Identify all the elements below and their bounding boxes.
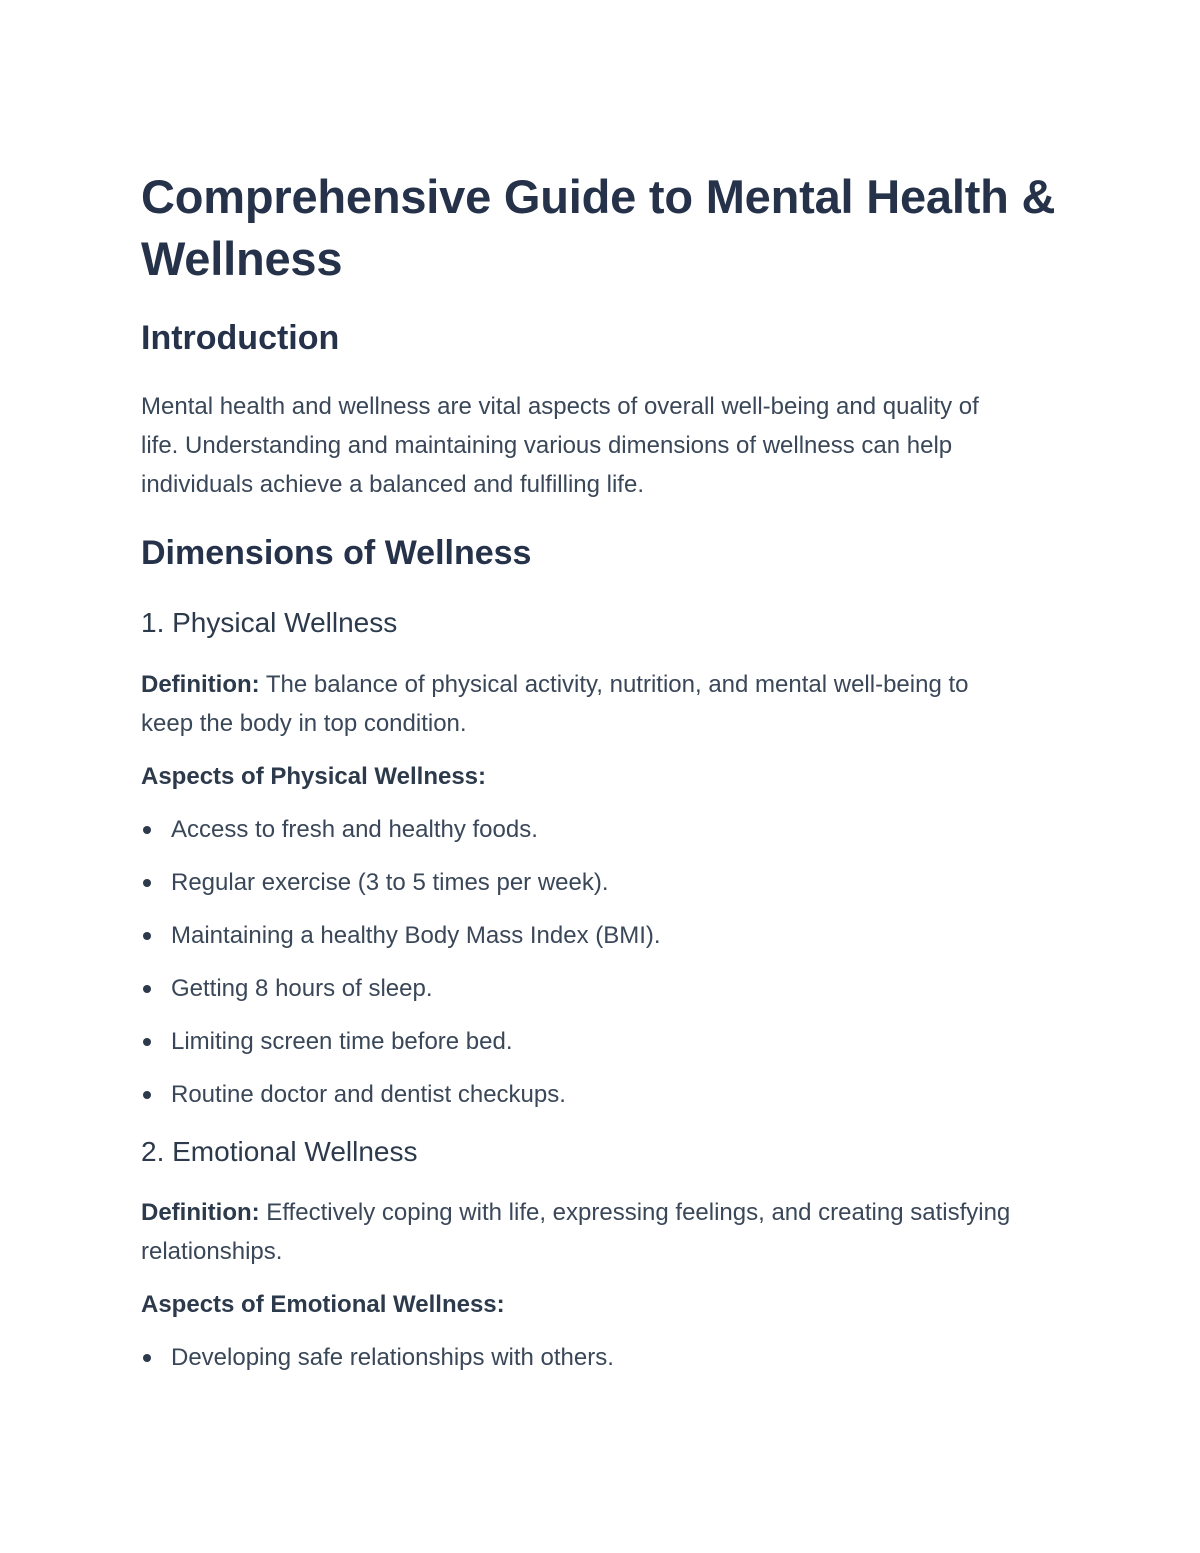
physical-definition-label: Definition:: [141, 671, 260, 698]
bullet-icon: [143, 879, 151, 887]
physical-definition-text: The balance of physical activity, nutrition, and mental well-being to keep the body in top condition.: [141, 671, 969, 737]
list-item: [141, 921, 1021, 974]
list-item-text: Limiting screen time before bed.: [171, 1028, 513, 1055]
emotional-aspects-list: [141, 1343, 1021, 1396]
list-item-text: Maintaining a healthy Body Mass Index (BMI).: [171, 922, 661, 949]
list-item-text: Access to fresh and healthy foods.: [171, 816, 538, 843]
physical-aspects-list: [141, 815, 1021, 1133]
bullet-icon: [143, 826, 151, 834]
emotional-wellness-heading: 2. Emotional Wellness: [141, 1136, 418, 1167]
bullet-icon: [143, 1354, 151, 1362]
emotional-definition-label: Definition:: [141, 1199, 260, 1226]
list-item: [141, 974, 1021, 1027]
physical-wellness-heading: 1. Physical Wellness: [141, 607, 398, 638]
list-item: [141, 1027, 1021, 1080]
dimensions-heading: Dimensions of Wellness: [141, 534, 532, 572]
list-item: [141, 868, 1021, 921]
document-title: Comprehensive Guide to Mental Health & Wellness: [141, 170, 1056, 285]
physical-definition: [141, 665, 1021, 743]
list-item-text: Getting 8 hours of sleep.: [171, 975, 433, 1002]
emotional-definition: [141, 1193, 1021, 1271]
introduction-heading: Introduction: [141, 319, 340, 357]
list-item: [141, 815, 1021, 868]
introduction-paragraph: Mental health and wellness are vital aspects of overall well-being and quality of life. Understanding and maintaining various dimensions of wellness can help individuals achieve a balanced and fulfilling life.: [141, 393, 979, 498]
list-item: [141, 1080, 1021, 1133]
list-item-text: Regular exercise (3 to 5 times per week).: [171, 869, 609, 896]
list-item: [141, 1343, 1021, 1396]
bullet-icon: [143, 985, 151, 993]
list-item-text: Routine doctor and dentist checkups.: [171, 1081, 566, 1108]
physical-aspects-label: Aspects of Physical Wellness:: [141, 763, 487, 790]
bullet-icon: [143, 1038, 151, 1046]
list-item-text: Developing safe relationships with others.: [171, 1344, 614, 1371]
emotional-definition-text: Effectively coping with life, expressing feelings, and creating satisfying relationships.: [141, 1199, 1011, 1265]
bullet-icon: [143, 932, 151, 940]
bullet-icon: [143, 1091, 151, 1099]
emotional-aspects-label: Aspects of Emotional Wellness:: [141, 1291, 505, 1318]
